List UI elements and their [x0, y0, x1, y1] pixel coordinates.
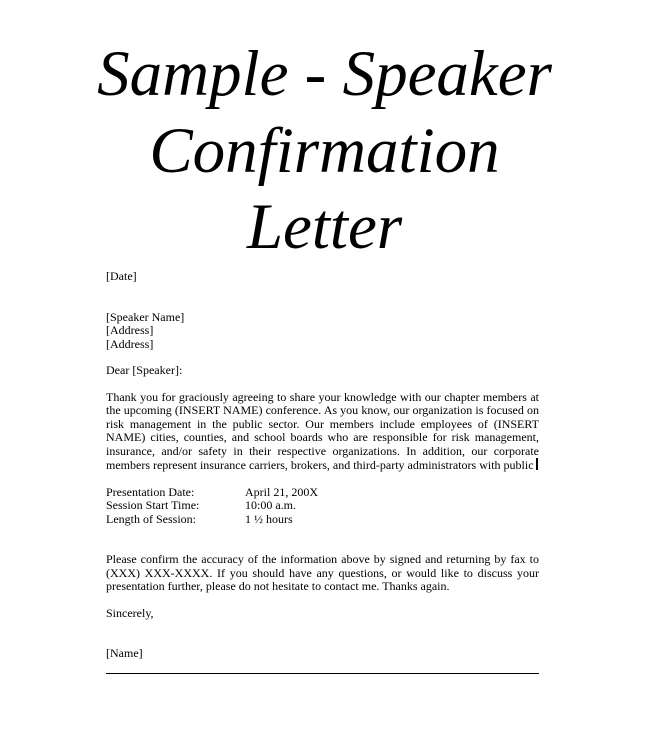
speaker-name-line: [Speaker Name]: [106, 309, 185, 324]
detail-row: [106, 486, 539, 500]
detail-label: Presentation Date:: [106, 484, 195, 499]
paragraph-intro: [106, 391, 539, 473]
name-placeholder: [Name]: [106, 646, 143, 660]
address-line-2: [Address]: [106, 336, 154, 351]
date-placeholder: [Date]: [106, 269, 137, 283]
paragraph-confirm: Please confirm the accuracy of the information above by signed and returning by fax to (XXX) XXX-XXXX. If you should have any questions, or would like to discuss your presentation further, please do not hesitate to contact me. Thanks again.: [106, 552, 539, 593]
title-line-3: Letter: [246, 191, 403, 263]
detail-value: April 21, 200X: [245, 484, 318, 499]
salutation: Dear [Speaker]:: [106, 363, 183, 377]
detail-label: Session Start Time:: [106, 498, 200, 512]
letter-body: [106, 270, 539, 674]
detail-value: 10:00 a.m.: [245, 498, 296, 512]
detail-label: Length of Session:: [106, 511, 196, 526]
title-line-2: Confirmation: [149, 115, 500, 187]
closing: Sincerely,: [106, 605, 154, 620]
session-details: [106, 486, 539, 527]
text-cursor: [536, 458, 538, 470]
detail-row: [106, 513, 539, 527]
signature-line: [106, 673, 539, 674]
address-block: [106, 311, 539, 352]
paragraph-intro-text: Thank you for graciously agreeing to share your knowledge with our chapter members at the upcoming (INSERT NAME) conference. As you know, our organization is focused on risk management in the public sector. Our members include employees of (INSERT NAME) cities, counties, and school boards who are responsible for risk management, insurance, and/or safety in their respective organizations. In addition, our corporate members represent insurance carriers, brokers, and third-party administrators with public: [106, 389, 539, 472]
detail-row: [106, 499, 539, 513]
title-line-1: Sample - Speaker: [97, 38, 552, 110]
detail-value: 1 ½ hours: [245, 511, 293, 526]
address-line-1: [Address]: [106, 323, 154, 337]
